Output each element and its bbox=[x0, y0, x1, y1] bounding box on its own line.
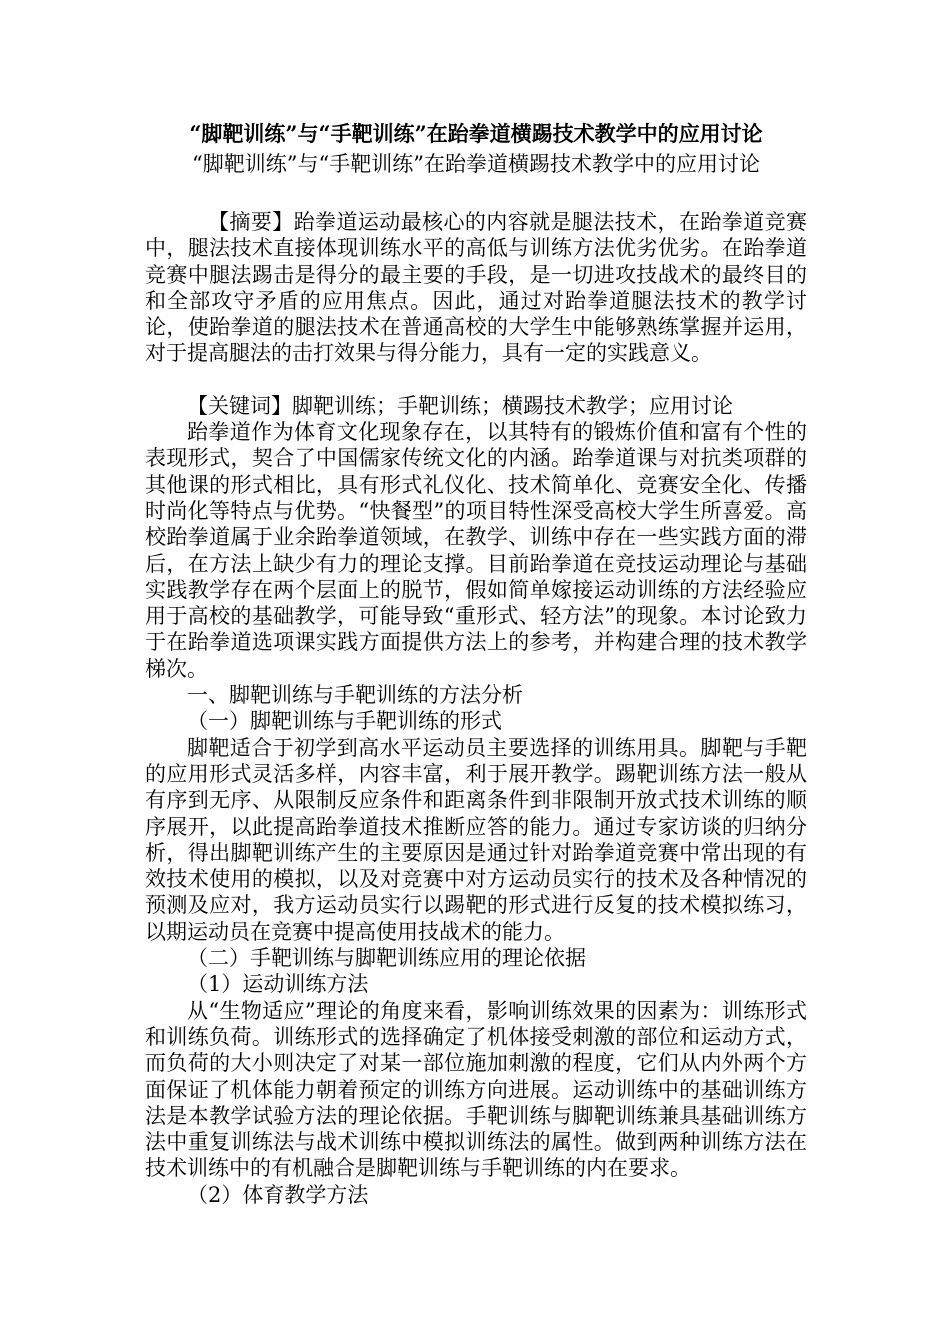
document-title: “脚靶训练”与“手靶训练”在跆拳道横踢技术教学中的应用讨论 bbox=[189, 121, 763, 146]
keywords-paragraph: 【关键词】脚靶训练；手靶训练；横踢技术教学；应用讨论 bbox=[187, 393, 733, 418]
document-body bbox=[145, 119, 807, 1208]
subsection-heading: （一）脚靶训练与手靶训练的形式 bbox=[187, 709, 502, 734]
abstract-paragraph: 【摘要】跆拳道运动最核心的内容就是腿法技术，在跆拳道竞赛中，腿法技术直接体现训练水平的高低与训练方法优劣优劣。在跆拳道竞赛中腿法踢击是得分的最主要的手段，是一切进攻技战术的最终目的和全部攻守矛盾的应用焦点。因此，通过对跆拳道腿法技术的教学讨论，使跆拳道的腿法技术在普通高校的大学生中能够熟练掌握并运用，对于提高腿法的击打效果与得分能力，具有一定的实践意义。 bbox=[145, 210, 807, 366]
document-subtitle: “脚靶训练”与“手靶训练”在跆拳道横踢技术教学中的应用讨论 bbox=[192, 152, 760, 176]
body-paragraph: 脚靶适合于初学到高水平运动员主要选择的训练用具。脚靶与手靶的应用形式灵活多样，内容丰富，利于展开教学。踢靶训练方法一般从有序到无序、从限制反应条件和距离条件到非限制开放式技术训练的顺序展开，以此提高跆拳道技术推断应答的能力。通过专家访谈的归纳分析，得出脚靶训练产生的主要原因是通过针对跆拳道竞赛中常出现的有效技术使用的模拟，以及对竞赛中对方运动员实行的技术及各种情况的预测及应对，我方运动员实行以踢靶的形式进行反复的技术模拟练习，以期运动员在竞赛中提高使用技战术的能力。 bbox=[145, 735, 807, 944]
sub-subsection-heading: （1）运动训练方法 bbox=[187, 972, 369, 997]
intro-paragraph: 跆拳道作为体育文化现象存在，以其特有的锻炼价值和富有个性的表现形式，契合了中国儒家传统文化的内涵。跆拳道课与对抗类项群的其他课的形式相比，具有形式礼仪化、技术简单化、竞赛安全化、传播时尚化等特点与优势。“快餐型”的项目特性深受高校大学生所喜爱。高校跆拳道属于业余跆拳道领域，在教学、训练中存在一些实践方面的滞后，在方法上缺少有力的理论支撑。目前跆拳道在竞技运动理论与基础实践教学存在两个层面上的脱节，假如简单嫁接运动训练的方法经验应用于高校的基础教学，可能导致“重形式、轻方法”的现象。本讨论致力于在跆拳道选项课实践方面提供方法上的参考，并构建合理的技术教学梯次。 bbox=[145, 420, 807, 681]
subsection-heading: （二）手靶训练与脚靶训练应用的理论依据 bbox=[187, 946, 586, 971]
section-heading: 一、脚靶训练与手靶训练的方法分析 bbox=[187, 683, 523, 708]
sub-subsection-heading: （2）体育教学方法 bbox=[187, 1182, 369, 1207]
body-paragraph: 从“生物适应”理论的角度来看，影响训练效果的因素为：训练形式和训练负荷。训练形式的选择确定了机体接受刺激的部位和运动方式，而负荷的大小则决定了对某一部位施加刺激的程度，它们从内外两个方面保证了机体能力朝着预定的训练方向进展。运动训练中的基础训练方法是本教学试验方法的理论依据。手靶训练与脚靶训练兼具基础训练方法中重复训练法与战术训练中模拟训练法的属性。做到两种训练方法在技术训练中的有机融合是脚靶训练与手靶训练的内在要求。 bbox=[145, 998, 807, 1181]
